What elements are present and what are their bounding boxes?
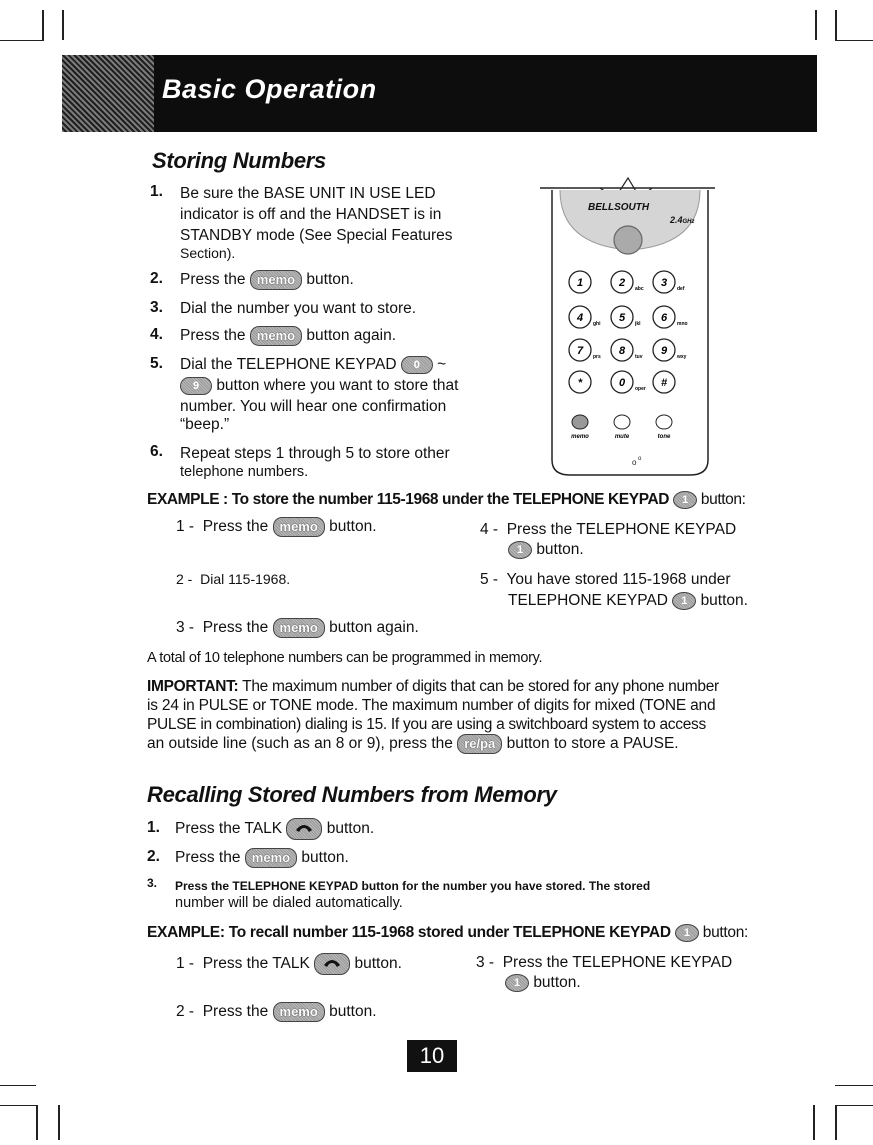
example-step-text: You have stored 115-1968 under [506, 571, 731, 588]
crop-mark [42, 10, 44, 40]
crop-mark [813, 1105, 815, 1140]
phone-key-label: 2 [618, 277, 626, 289]
example-step-2 [176, 569, 290, 589]
example-step-pre: Press the [202, 518, 269, 536]
key-9-icon: 9 [180, 377, 212, 395]
crop-mark [835, 10, 837, 40]
important-text: The maximum number of digits that can be stored for any phone number [242, 678, 719, 695]
important-line1 [147, 677, 719, 697]
phone-key-letters: def [677, 286, 685, 292]
step-2-post: button. [306, 271, 354, 289]
example-step-3 [176, 618, 419, 638]
recall-example-step-1 [176, 953, 402, 975]
phone-key-label: # [660, 377, 668, 389]
recall-step-post: button. [301, 849, 349, 867]
repa-button-icon: re/pa [457, 734, 502, 754]
example-step-post: button. [700, 592, 748, 609]
key-1-icon: 1 [675, 924, 699, 942]
important-text: an outside line (such as an 8 or 9), press the [147, 735, 453, 753]
important-label: IMPORTANT: [147, 678, 239, 695]
example-step-number: 5 - [480, 571, 499, 588]
phone-key-label: 3 [660, 277, 668, 289]
handset-illustration [540, 170, 720, 480]
recall-step-1 [175, 818, 374, 840]
talk-button-icon [286, 818, 322, 840]
example-step-5-line1 [480, 570, 731, 590]
svg-text:o: o [638, 456, 642, 462]
example-step-post: button. [329, 518, 377, 536]
important-line2: is 24 in PULSE or TONE mode. The maximum number of digits for mixed (TONE and [147, 697, 716, 714]
example-step-4-line2 [508, 540, 584, 560]
crop-mark [815, 10, 817, 40]
phone-key-label: * [577, 377, 583, 389]
example-step-number: 3 - [476, 954, 495, 971]
step-1-line: STANDBY mode (See Special Features [180, 227, 453, 244]
crop-mark [835, 1105, 837, 1140]
step-3: Dial the number you want to store. [180, 300, 417, 317]
example-step-post: button. [329, 1003, 377, 1021]
header-pattern [62, 55, 154, 132]
phone-keypad [569, 271, 688, 440]
example-text: EXAMPLE : To store the number 115-1968 under the TELEPHONE KEYPAD [147, 491, 670, 508]
phone-key-letters: wxy [677, 354, 687, 360]
key-1-icon: 1 [673, 491, 697, 509]
phone-key-letters: mno [677, 321, 688, 327]
page-number: 10 [407, 1040, 457, 1072]
recall-example-label: EXAMPLE: To recall number 115-1968 stored under TELEPHONE KEYPAD [147, 924, 671, 941]
step-number: 2. [150, 270, 163, 287]
example-step-post: button again. [329, 619, 419, 637]
step-number: 1. [147, 819, 160, 836]
recall-step-3-line1: Press the TELEPHONE KEYPAD button for the number you have stored. The stored [175, 879, 651, 893]
phone-key-label: 6 [660, 312, 668, 324]
example-step-text: Press the TELEPHONE KEYPAD [506, 521, 737, 538]
step-1-line: Be sure the BASE UNIT IN USE LED [180, 185, 436, 202]
example-step-post: button. [536, 541, 584, 558]
storing-example [147, 490, 746, 510]
phone-tone-key [656, 415, 672, 429]
step-5-line1 [180, 355, 446, 375]
brand-logo [588, 202, 649, 213]
phone-key-letters: tuv [635, 354, 643, 360]
page-title: Basic Operation [162, 74, 377, 104]
recall-step-2 [175, 848, 349, 868]
step-number: 5. [150, 355, 163, 372]
phone-key-label: 9 [660, 345, 668, 357]
example-step-pre: Press the [202, 619, 269, 637]
phone-key-label: 8 [618, 345, 626, 357]
key-1-icon: 1 [672, 592, 696, 610]
phone-key-letters: jkl [635, 321, 641, 327]
example-step-post: button. [354, 955, 402, 973]
recall-example-post: button: [702, 924, 749, 941]
frequency-label [670, 215, 695, 225]
step-4-pre: Press the [180, 327, 246, 345]
example-step-text: Dial 115-1968. [200, 571, 291, 587]
step-number: 1. [150, 183, 163, 200]
crop-mark [835, 1105, 873, 1106]
memo-button-icon: memo [273, 618, 325, 638]
frequency-value: 2.4 [670, 215, 683, 225]
crop-mark [36, 1105, 38, 1140]
frequency-unit: GHz [682, 219, 695, 225]
crop-mark [58, 1105, 60, 1140]
recall-step-3-line2: number will be dialed automatically. [175, 895, 403, 911]
step-number: 2. [147, 848, 160, 865]
crop-mark [0, 40, 44, 41]
step-5-line2-text: button where you want to store that [216, 377, 459, 394]
phone-key-letters: abc [635, 286, 644, 292]
crop-mark [835, 1085, 873, 1086]
step-6-line1: Repeat steps 1 through 5 to store other [180, 445, 450, 462]
recall-step-pre: Press the TALK [175, 820, 283, 838]
key-1-icon: 1 [508, 541, 532, 559]
step-2 [180, 270, 354, 290]
handset-glyph [295, 822, 313, 834]
example-step-pre: Press the TALK [202, 955, 310, 973]
important-text: button to store a PAUSE. [506, 735, 679, 753]
step-1-line: indicator is off and the HANDSET is in [180, 206, 442, 223]
step-5-line2 [180, 376, 458, 396]
example-step-number: 1 - [176, 955, 195, 973]
memo-button-icon: memo [250, 326, 302, 346]
phone-key-letters: prs [593, 354, 601, 360]
recall-step-pre: Press the [175, 849, 241, 867]
phone-mute-key [614, 415, 630, 429]
phone-key-letters: ghi [593, 321, 601, 327]
phone-key-caption: memo [571, 434, 589, 440]
memo-button-icon: memo [273, 1002, 325, 1022]
memo-button-icon: memo [250, 270, 302, 290]
phone-memo-key [572, 415, 588, 429]
recall-example-step-2 [176, 1002, 377, 1022]
talk-button-icon [314, 953, 350, 975]
crop-mark [0, 1085, 36, 1086]
recall-example-step-3-line1 [476, 953, 732, 973]
step-2-pre: Press the [180, 271, 246, 289]
crop-mark [62, 10, 64, 40]
example-step-1 [176, 517, 377, 537]
key-0-icon: 0 [401, 356, 433, 374]
handset-glyph [323, 957, 341, 969]
step-4 [180, 326, 396, 346]
example-step-5-line2 [508, 591, 748, 611]
step-5-pre: Dial the TELEPHONE KEYPAD [180, 356, 397, 373]
important-line3: PULSE in combination) dialing is 15. If you are using a switchboard system to access [147, 716, 706, 733]
example-step-post: button. [533, 974, 581, 991]
example-step-text: Press the TELEPHONE KEYPAD [502, 954, 733, 971]
important-line4 [147, 734, 679, 754]
example-step-number: 3 - [176, 619, 195, 637]
step-number: 3. [150, 299, 163, 316]
step-5-tilde: ~ [437, 356, 447, 373]
phone-key-label: 1 [576, 277, 584, 289]
recall-step-post: button. [326, 820, 375, 838]
step-4-post: button again. [306, 327, 397, 345]
phone-key-label: 0 [618, 377, 626, 389]
phone-key-label: 5 [618, 312, 626, 324]
phone-key-letters: oper [635, 386, 646, 392]
svg-text:o: o [632, 458, 637, 467]
example-step-number: 2 - [176, 1003, 195, 1021]
example-step-4-line1 [480, 520, 736, 540]
step-1-line: Section). [180, 245, 236, 261]
recall-example-step-3-line2 [505, 973, 581, 993]
key-1-icon: 1 [505, 974, 529, 992]
step-number: 3. [147, 876, 158, 890]
section-heading-storing: Storing Numbers [152, 148, 326, 173]
step-5-line3: number. You will hear one confirmation [180, 398, 447, 415]
brand-name: BELLSOUTH [588, 202, 650, 213]
section-heading-recall: Recalling Stored Numbers from Memory [147, 782, 557, 807]
step-number: 4. [150, 326, 163, 343]
example-step-number: 1 - [176, 518, 195, 536]
crop-mark [0, 1105, 38, 1106]
example-step-pre: TELEPHONE KEYPAD [508, 592, 668, 609]
example-step-number: 2 - [176, 571, 193, 587]
step-5-line4: “beep.” [180, 416, 230, 433]
phone-key-caption: mute [614, 434, 630, 440]
recall-example [147, 923, 748, 943]
step-6-line2: telephone numbers. [180, 464, 309, 480]
memo-button-icon: memo [245, 848, 297, 868]
crop-mark [835, 40, 873, 41]
example-post: button: [700, 491, 746, 508]
example-step-pre: Press the [202, 1003, 269, 1021]
memo-button-icon: memo [273, 517, 325, 537]
phone-key-caption: tone [657, 434, 671, 440]
total-note: A total of 10 telephone numbers can be programmed in memory. [147, 650, 543, 666]
phone-key-label: 4 [576, 312, 584, 324]
step-number: 6. [150, 443, 163, 460]
phone-key-label: 7 [576, 345, 584, 357]
example-step-number: 4 - [480, 521, 499, 538]
